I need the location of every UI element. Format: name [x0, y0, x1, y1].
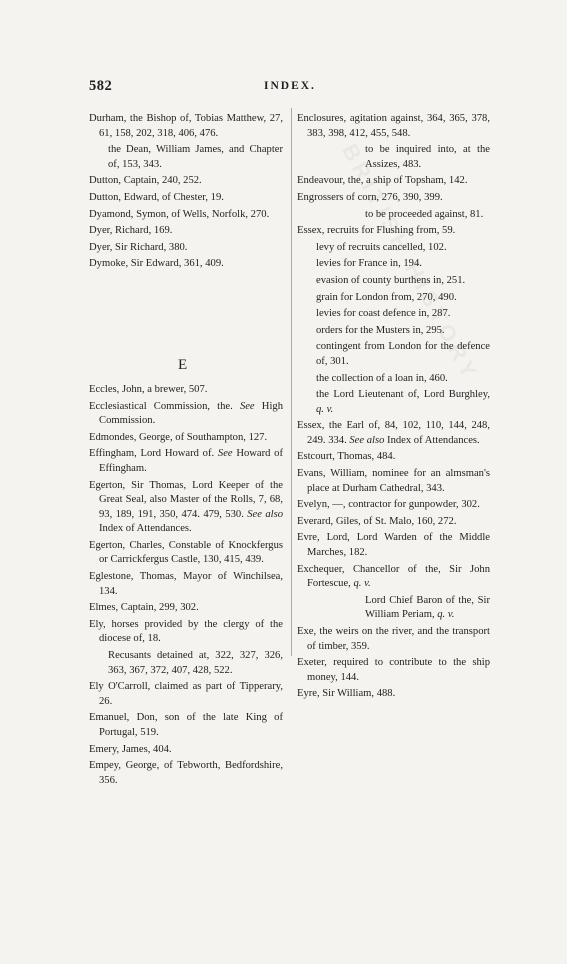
- entry-text: Eyre, Sir William, 488.: [297, 688, 396, 700]
- index-entry: [297, 174, 490, 189]
- index-subentry: [316, 257, 490, 272]
- entry-text: Ecclesiastical Commission, the.: [89, 400, 240, 412]
- cross-reference: q. v.: [353, 578, 371, 590]
- index-subentry: [365, 143, 490, 172]
- cross-reference: q. v.: [437, 609, 455, 621]
- index-entry: [89, 191, 283, 206]
- entry-text: levies for coast defence in, 287.: [316, 308, 451, 320]
- right-column: [297, 112, 490, 704]
- cross-reference: See also: [349, 434, 385, 446]
- index-entry: [89, 224, 283, 239]
- entry-text: to be proceeded against, 81.: [365, 208, 484, 220]
- index-subentry: [316, 307, 490, 322]
- entry-text: Edmondes, George, of Southampton, 127.: [89, 431, 268, 443]
- index-entry: [89, 539, 283, 568]
- index-entry: [89, 618, 283, 647]
- cross-reference: q. v.: [316, 403, 334, 415]
- index-subentry: [316, 340, 490, 369]
- entry-text: Recusants detained at, 322, 327, 326, 363, 367, 372, 407, 428, 522.: [108, 650, 283, 676]
- entry-text: Ely O'Carroll, claimed as part of Tipperary, 26.: [89, 681, 283, 707]
- entry-text: Howard of Effingham.: [99, 448, 284, 474]
- index-entry: [297, 419, 490, 448]
- entry-text: Enclosures, agitation against, 364, 365, 378, 383, 398, 412, 455, 548.: [297, 113, 490, 139]
- index-subentry: [108, 649, 283, 678]
- index-subentry: [316, 372, 490, 387]
- entry-text: grain for London from, 270, 490.: [316, 291, 457, 303]
- entry-text: Exeter, required to contribute to the ship money, 144.: [297, 657, 490, 683]
- index-entry: [89, 743, 283, 758]
- index-entry: [89, 431, 283, 446]
- entry-text: Dutton, Edward, of Chester, 19.: [89, 191, 224, 203]
- index-entry: [89, 711, 283, 740]
- entry-text: to be inquired into, at the Assizes, 483.: [365, 144, 490, 170]
- entry-text: Exe, the weirs on the river, and the transport of timber, 359.: [297, 626, 490, 652]
- index-entry: [89, 174, 283, 189]
- cross-reference: See: [217, 448, 233, 460]
- cross-reference: See also: [247, 508, 284, 520]
- entry-text: Evelyn, —, contractor for gunpowder, 302.: [297, 499, 480, 511]
- entry-text: Eglestone, Thomas, Mayor of Winchilsea, 134.: [89, 571, 283, 597]
- left-column: [89, 112, 283, 790]
- index-entry: [89, 383, 283, 398]
- entry-text: the collection of a loan in, 460.: [316, 372, 448, 384]
- entry-text: evasion of county burthens in, 251.: [316, 274, 466, 286]
- index-subentry: [108, 143, 283, 172]
- index-entry: [297, 467, 490, 496]
- index-entry: [297, 450, 490, 465]
- cross-reference: See: [239, 400, 255, 412]
- index-entry: [297, 625, 490, 654]
- entry-text: Durham, the Bishop of, Tobias Matthew, 27, 61, 158, 202, 318, 406, 476.: [89, 113, 283, 139]
- entry-text: Index of Attendances.: [384, 434, 480, 446]
- entry-text: Estcourt, Thomas, 484.: [297, 451, 396, 463]
- index-entry: [297, 531, 490, 560]
- index-entry: [89, 759, 283, 788]
- index-entry: [297, 224, 490, 239]
- entry-text: levy of recruits cancelled, 102.: [316, 241, 447, 253]
- index-entry: [297, 112, 490, 141]
- entry-text: Dyer, Sir Richard, 380.: [89, 241, 188, 253]
- index-subentry: [316, 324, 490, 339]
- page-number: 582: [89, 78, 113, 94]
- index-entry: [89, 447, 283, 476]
- index-entry: [89, 257, 283, 272]
- entry-text: Exchequer, Chancellor of the, Sir John Fortescue,: [297, 563, 490, 590]
- index-entry: [89, 400, 283, 429]
- index-entry: [297, 563, 490, 592]
- entry-text: Essex, recruits for Flushing from, 59.: [297, 225, 456, 237]
- index-entry: [89, 570, 283, 599]
- entry-text: Effingham, Lord Howard of.: [89, 448, 218, 460]
- entry-text: Eccles, John, a brewer, 507.: [89, 383, 208, 395]
- entry-text: Egerton, Charles, Constable of Knockfergus or Carrickfergus Castle, 130, 415, 439.: [89, 539, 283, 566]
- entry-text: Dyamond, Symon, of Wells, Norfolk, 270.: [89, 208, 270, 220]
- entry-text: Dymoke, Sir Edward, 361, 409.: [89, 258, 224, 270]
- index-entry: [297, 515, 490, 530]
- entry-text: Empey, George, of Tebworth, Bedfordshire, 356.: [89, 760, 283, 786]
- index-subentry: [365, 594, 490, 623]
- entry-text: Index of Attendances.: [99, 523, 192, 535]
- index-entry: [89, 479, 283, 537]
- index-entry: [89, 208, 283, 223]
- index-entry: [297, 656, 490, 685]
- entry-text: Evans, William, nominee for an almsman's place at Durham Cathedral, 343.: [297, 468, 490, 494]
- entry-text: levies for France in, 194.: [316, 258, 422, 270]
- entry-text: Endeavour, the, a ship of Topsham, 142.: [297, 175, 468, 187]
- entry-text: Dutton, Captain, 240, 252.: [89, 175, 202, 187]
- index-subentry: [316, 291, 490, 306]
- section-gap: [89, 274, 283, 383]
- entry-text: Emanuel, Don, son of the late King of Portugal, 519.: [89, 712, 283, 738]
- entry-text: the Lord Lieutenant of, Lord Burghley,: [316, 389, 490, 401]
- entry-text: Egerton, Sir Thomas, Lord Keeper of the Great Seal, also Master of the Rolls, 7, 68, 93, 189, 191, 350, 474. 479, 530.: [89, 479, 283, 520]
- entry-text: Essex, the Earl of, 84, 102, 110, 144, 248, 249. 334.: [297, 420, 490, 446]
- index-entry: [89, 680, 283, 709]
- index-entry: [297, 687, 490, 702]
- index-entry: [297, 191, 490, 206]
- index-entry: [89, 241, 283, 256]
- section-letter: E: [178, 357, 188, 373]
- entry-text: Dyer, Richard, 169.: [89, 225, 173, 237]
- entry-text: Elmes, Captain, 299, 302.: [89, 602, 199, 614]
- index-entry: [297, 498, 490, 513]
- index-subentry: [316, 274, 490, 289]
- entry-text: Emery, James, 404.: [89, 743, 172, 755]
- entry-text: Evre, Lord, Lord Warden of the Middle Marches, 182.: [297, 532, 490, 559]
- entry-text: Everard, Giles, of St. Malo, 160, 272.: [297, 515, 457, 527]
- index-entry: [89, 112, 283, 141]
- index-entry: [89, 601, 283, 616]
- entry-text: the Dean, William James, and Chapter of, 153, 343.: [108, 144, 283, 170]
- index-subentry: [365, 208, 490, 223]
- index-subentry: [316, 388, 490, 417]
- entry-text: contingent from London for the defence of, 301.: [316, 341, 490, 367]
- index-subentry: [316, 241, 490, 256]
- entry-text: Ely, horses provided by the clergy of the diocese of, 18.: [89, 618, 283, 645]
- entry-text: orders for the Musters in, 295.: [316, 324, 445, 336]
- entry-text: Engrossers of corn, 276, 390, 399.: [297, 191, 443, 203]
- column-divider: [291, 108, 292, 656]
- running-title: INDEX.: [264, 80, 316, 92]
- entry-text: Lord Chief Baron of the, Sir William Periam,: [365, 594, 490, 621]
- entry-text: High Commission.: [99, 400, 283, 427]
